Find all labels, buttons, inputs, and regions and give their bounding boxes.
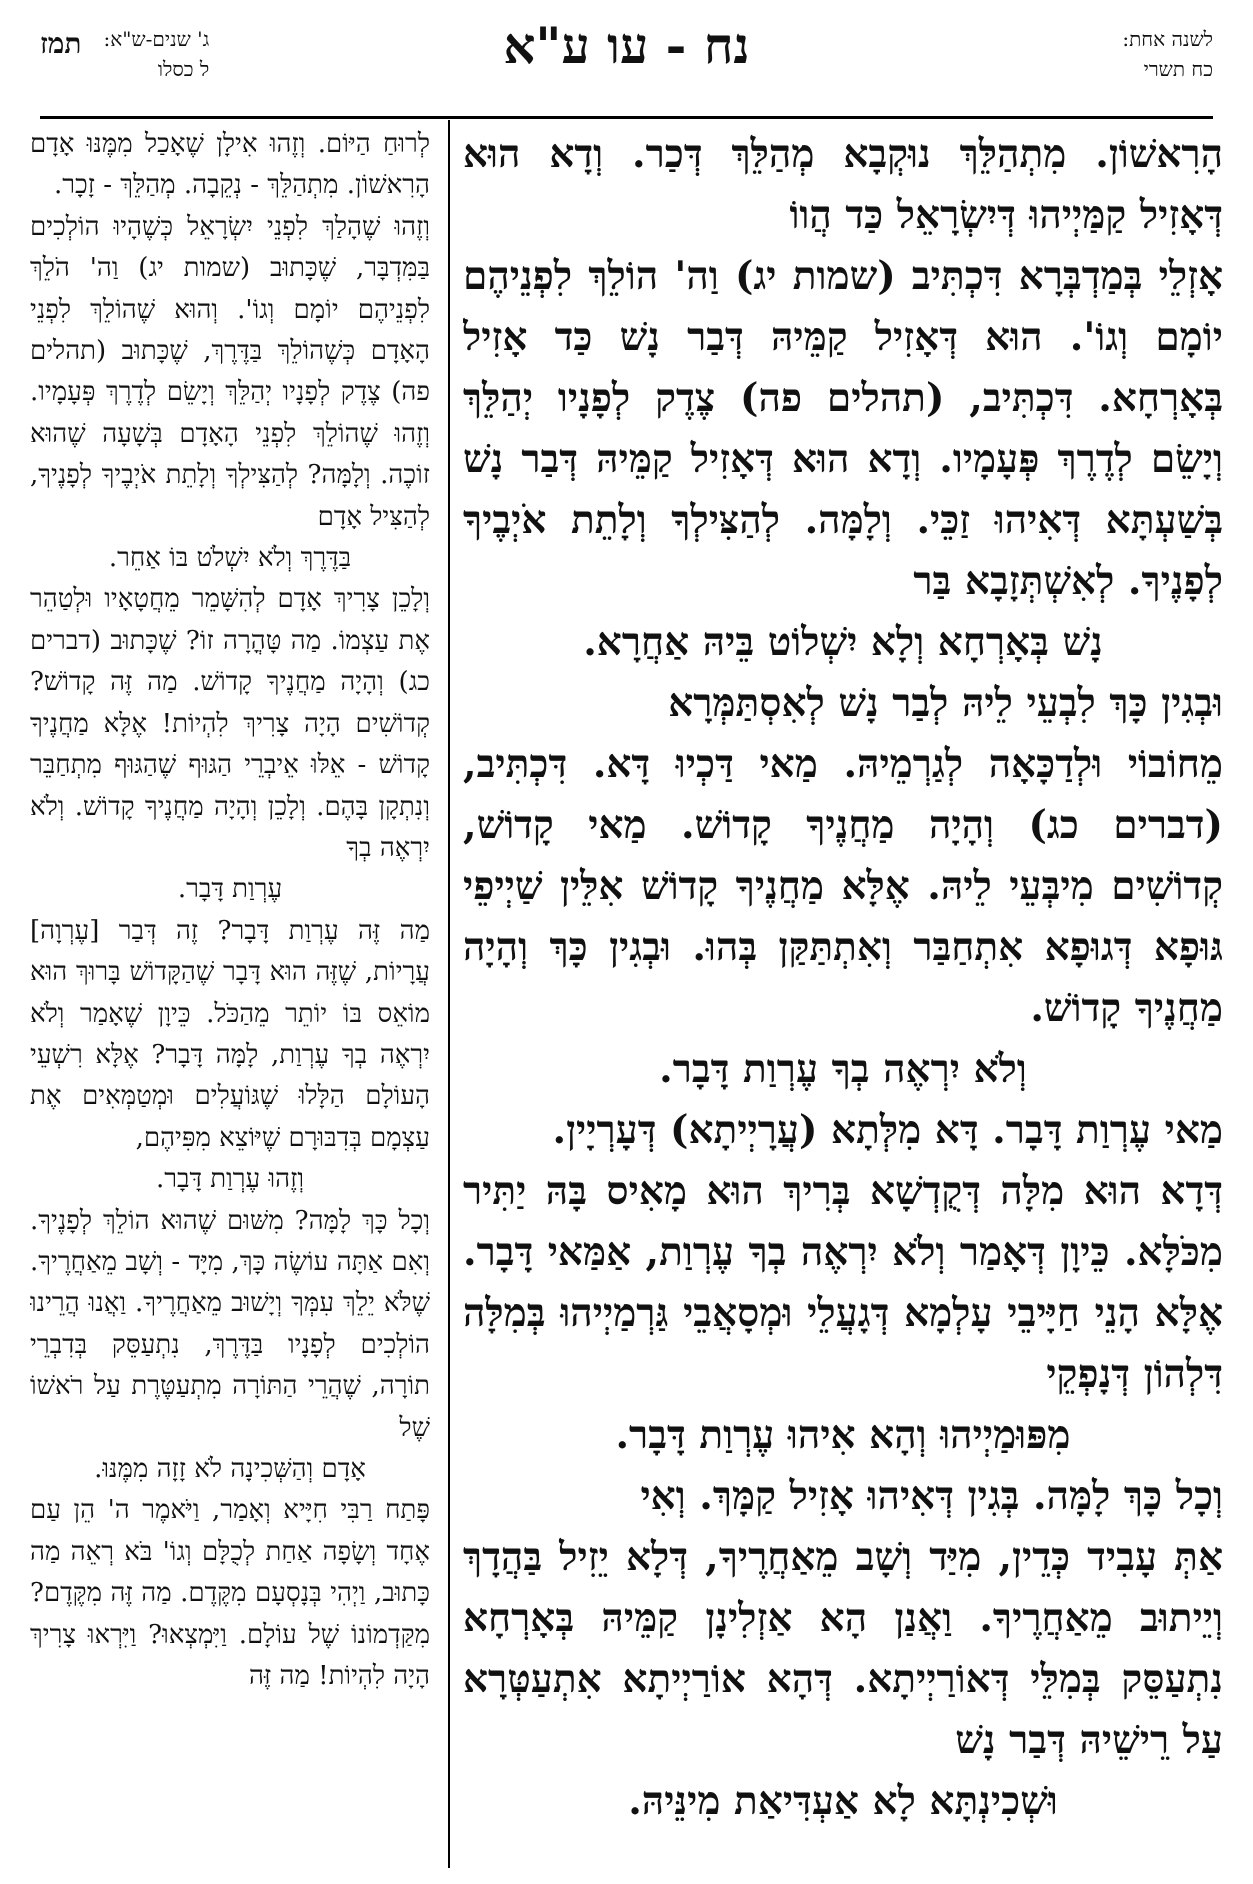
main-paragraph: הָרִאשׁוֹן. מִתְהַלֵּךְ נוּקְבָא מְהַלֵּךְ דְּכַר. וְדָא הוּא דְּאָזִיל קַמַּיְיהוּ דְּיִשְׂרָאֵל כַּד הֲווֹ — [463, 131, 1223, 238]
main-paragraph: אָזְלֵי בְּמַדְבְּרָא דִּכְתִּיב (שמות יג) וַה' הוֹלֵךְ לִפְנֵיהֶם יוֹמָם וְגוֹ'. הוּא דְּאָזִיל קַמֵּיהּ דְּבַר נָשׁ כַּד אָזִיל בְּאָרְחָא. דִּכְתִּיב, (תהלים פה) צֶדֶק לְפָנָיו יְהַלֵּךְ וְיָשֵׂם לְדֶרֶךְ פְּעָמָיו. וְדָא הוּא דְּאָזִיל קַמֵּיהּ דְּבַר נָשׁ בְּשַׁעְתָּא דְּאִיהוּ זַכֵּי. וְלָמָּה. לְהַצִּילְךָ וְלָתֵת אֹיְבֶיךָ לְפָנֶיךָ. לְאִשְׁתְּזָבָא בַּר — [463, 253, 1223, 604]
main-paragraph: נָשׁ בְּאָרְחָא וְלָא יִשְׁלוֹט בֵּיהּ אַחֲרָא. — [583, 619, 1103, 665]
commentary-paragraph: אָדָם וְהַשְּׁכִינָה לֹא זָזָה מִמֶּנּוּ. — [94, 1454, 366, 1484]
main-paragraph: וְכָל כָּךְ לָמָּה. בְּגִין דְּאִיהוּ אָזִיל קַמָּךְ. וְאִי — [640, 1473, 1223, 1519]
main-paragraph: דְּדָא הוּא מִלָּה דְּקֻדְשָׁא בְּרִיךְ הוּא מָאִיס בָּהּ יַתִּיר מִכֹּלָּא. כֵּיוָן דְּאָמַר וְלֹא יִרְאֶה בְךָ עֶרְוַת, אַמַּאי דָּבָר. אֶלָּא הָנֵי חַיָּיבֵי עָלְמָא דְּגָעֲלֵי וּמְסָאֲבֵי גַּרְמַיְיהוּ בְּמִלָּה דִּלְהוֹן דְּנָפְקֵי — [463, 1168, 1223, 1397]
page-header — [40, 16, 1213, 120]
header-rule — [40, 116, 1213, 119]
commentary-paragraph: וְכָל כָּךְ לָמָּה? מִשּׁוּם שֶׁהוּא הוֹלֵךְ לְפָנֶיךָ. וְאִם אַתָּה עוֹשֶׂה כָּךְ, מִיָּד - וְשָׁב מֵאַחֲרֶיךָ. שֶׁלֹּא יֵלֵךְ עִמְּךָ וְיָשׁוּב מֵאַחֲרֶיךָ. וַאֲנוּ הֲרֵינוּ הוֹלְכִים לְפָנָיו בַּדֶּרֶךְ, נִתְעַסֵּק בְּדִבְרֵי תוֹרָה, שֶׁהֲרֵי הַתּוֹרָה מִתְעַטֶּרֶת עַל רֹאשׁוֹ שֶׁל — [30, 1205, 430, 1443]
commentary-paragraph: וְזֶהוּ שֶׁהָלַךְ לִפְנֵי יִשְׂרָאֵל כְּשֶׁהָיוּ הוֹלְכִים בַּמִּדְבָּר, שֶׁכָּתוּב (שמות יג) וַה' הֹלֵךְ לִפְנֵיהֶם יוֹמָם וְגוֹ'. וְהוּא שֶׁהוֹלֵךְ לִפְנֵי הָאָדָם כְּשֶׁהוֹלֵךְ בַּדֶּרֶךְ, שֶׁכָּתוּב (תהלים פה) צֶדֶק לְפָנָיו יְהַלֵּךְ וְיָשֵׂם לְדֶרֶךְ פְּעָמָיו. וְזֶהוּ שֶׁהוֹלֵךְ לִפְנֵי הָאָדָם בְּשָׁעָה שֶׁהוּא זוֹכֶה. וְלָמָּה? לְהַצִּילְךָ וְלָתֵת אֹיְבֶיךָ לְפָנֶיךָ, לְהַצִּיל אָדָם — [30, 211, 430, 532]
main-paragraph: מֵחוֹבוֹי וּלְדַכָּאָה לְגַרְמֵיהּ. מַאי דַּכְיוּ דָּא. דִּכְתִּיב, (דברים כג) וְהָיָה מַחֲנֶיךָ קָדוֹשׁ. מַאי קָדוֹשׁ, קְדוֹשִׁים מִיבְּעֵי לֵיהּ. אֶלָּא מַחֲנֶיךָ קָדוֹשׁ אִלֵּין שַׁיְיפֵי גּוּפָא דְּגוּפָא אִתְחַבַּר וְאִתְתַּקַּן בְּהוּ. וּבְגִין כָּךְ וְהָיָה מַחֲנֶיךָ קָדוֹשׁ. — [463, 741, 1223, 1031]
schedule-three-years-info — [103, 24, 209, 84]
main-paragraph: מִפּוּמַיְיהוּ וְהָא אִיהוּ עֶרְוַת דָּבָר. — [615, 1412, 1071, 1458]
schedule-one-year-date: כח תשרי — [1143, 57, 1213, 81]
schedule-three-years-label: ג' שנים-ש"א: — [103, 27, 210, 51]
schedule-three-years — [40, 24, 209, 84]
schedule-one-year-label: לשנה אחת: — [1122, 27, 1213, 51]
commentary-paragraph: עֶרְוַת דָּבָר. — [177, 874, 283, 905]
main-text-column — [463, 124, 1223, 1864]
page-title: נח - עו ע"א — [503, 16, 750, 75]
commentary-paragraph: פָּתַח רַבִּי חִיָּיא וְאָמַר, וַיֹּאמֶר ה' הֵן עַם אֶחָד וְשָׂפָה אַחַת לְכֻלָּם וְגוֹ' בֹּא רְאֵה מַה כָּתוּב, וַיְהִי בְּנָסְעָם מִקֶּדֶם. מַה זֶּה מִקֶּדֶם? מִקַּדְמוֹנוֹ שֶׁל עוֹלָם. וַיִּמְצְאוּ? וַיִּרְאוּ צָרִיךְ הָיָה לִהְיוֹת! מַה זֶּה — [30, 1495, 430, 1692]
main-paragraph: וְלֹא יִרְאֶה בְךָ עֶרְוַת דָּבָר. — [659, 1046, 1027, 1092]
commentary-paragraph: בַּדֶּרֶךְ וְלֹא יִשְׁלֹט בּוֹ אַחֵר. — [108, 543, 352, 574]
commentary-paragraph: וְלָכֵן צָרִיךְ אָדָם לְהִשָּׁמֵר מֵחֲטָאָיו וּלְטַהֵר אֶת עַצְמוֹ. מַה טָּהֳרָה זוֹ? שֶׁכָּתוּב (דברים כג) וְהָיָה מַחֲנֶיךָ קָדוֹשׁ. מַה זֶּה קָדוֹשׁ? קְדוֹשִׁים הָיָה צָרִיךְ לִהְיוֹת! אֶלָּא מַחֲנֶיךָ קָדוֹשׁ - אֵלּוּ אֵיבְרֵי הַגּוּף שֶׁהַגּוּף מִתְחַבֵּר וְנִתְקָן בָּהֶם. וְלָכֵן וְהָיָה מַחֲנֶיךָ קָדוֹשׁ. וְלֹא יִרְאֶה בְךָ — [30, 584, 430, 863]
commentary-paragraph: מַה זֶּה עֶרְוַת דָּבָר? זֶה דְּבַר [עֶרְוָה] עֲרָיוֹת, שֶׁזֶּה הוּא דָּבָר שֶׁהַקָּדוֹשׁ בָּרוּךְ הוּא מוֹאֵס בּוֹ יוֹתֵר מֵהַכֹּל. כֵּיוָן שֶׁאָמַר וְלֹא יִרְאֶה בְךָ עֶרְוַת, לָמָּה דָּבָר? אֶלָּא רִשְׁעֵי הָעוֹלָם הַלָּלוּ שֶׁגּוֹעֲלִים וּמְטַמְּאִים אֶת עַצְמָם בְּדִבּוּרָם שֶׁיּוֹצֵא מִפִּיהֶם, — [30, 915, 430, 1153]
column-divider — [448, 120, 450, 1868]
main-paragraph: אַתְּ עָבִיד כְּדֵין, מִיַּד וְשָׁב מֵאַחֲרֶיךָ, דְּלָא יֵזִיל בַּהֲדָךְ וְיֵיתוּב מֵאַחֲרֶיךָ. וַאֲנַן הָא אַזְלִינָן קַמֵּיהּ בְּאָרְחָא נִתְעַסֵּק בְּמִלֵּי דְּאוֹרַיְיתָא. דְּהָא אוֹרַיְיתָא אִתְעַטְּרָא עַל רֵישֵׁיהּ דְּבַר נָשׁ — [463, 1534, 1223, 1763]
commentary-paragraph: וְזֶהוּ עֶרְוַת דָּבָר. — [155, 1164, 305, 1195]
main-paragraph: וּשְׁכִינְתָּא לָא אַעְדִּיאַת מִינֵּיהּ. — [628, 1778, 1058, 1824]
commentary-paragraph: לְרוּחַ הַיּוֹם. וְזֶהוּ אִילָן שֶׁאָכַל מִמֶּנּוּ אָדָם הָרִאשׁוֹן. מִתְהַלֵּךְ - נְקֵבָה. מְהַלֵּךְ - זָכָר. — [30, 129, 430, 201]
schedule-three-years-date: ל כסלו — [157, 57, 210, 81]
main-paragraph: וּבְגִין כָּךְ לִבְעֵי לֵיהּ לְבַר נָשׁ לְאִסְתַּמְּרָא — [668, 680, 1223, 726]
main-paragraph: מַאי עֶרְוַת דָּבָר. דָּא מִלְּתָא (עֲרָיְיתָא) דְּעָרְיָין. — [552, 1107, 1223, 1153]
commentary-column — [30, 124, 430, 1864]
page-number: תמז — [40, 27, 82, 60]
